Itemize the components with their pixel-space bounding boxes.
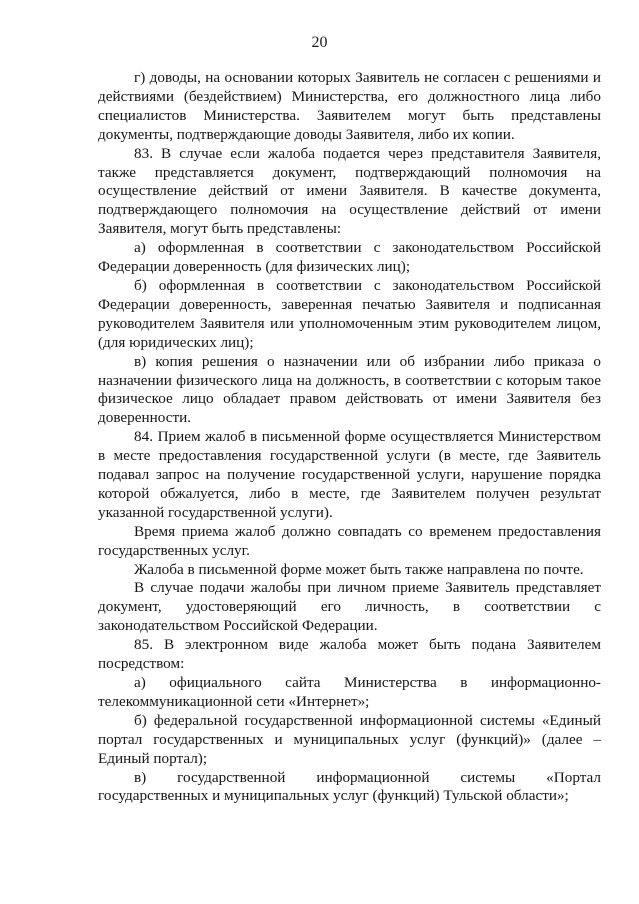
paragraph-85-item-v: в) государственной информационной системы «Портал государственных и муниципальных услуг (функций) Тульской области»;	[98, 768, 601, 805]
document-body	[98, 69, 601, 806]
paragraph-84: 84. Прием жалоб в письменной форме осуществляется Министерством в месте предоставления государственной услуги (в месте, где Заявитель подавал запрос на получение государственной услуги, нарушение порядка которой обжалуется, либо в месте, где Заявителем получен результат указанной государственной услуги).	[98, 428, 601, 521]
paragraph-84-mail: Жалоба в письменной форме может быть также направлена по почте.	[134, 560, 584, 578]
page-number: 20	[311, 34, 328, 51]
paragraph-84-time: Время приема жалоб должно совпадать со временем предоставления государственных услуг.	[98, 522, 601, 559]
paragraph-84-personal: В случае подачи жалобы при личном приеме Заявитель представляет документ, удостоверяющий его личность, в соответствии с законодательством Российской Федерации.	[98, 579, 601, 635]
paragraph-83: 83. В случае если жалоба подается через представителя Заявителя, также представляется документ, подтверждающий полномочия на осуществление действий от имени Заявителя. В качестве документа, подтверждающего полномочия на осуществление действий от имени Заявителя, могут быть представлены:	[98, 144, 601, 238]
paragraph-85-item-a: а) официального сайта Министерства в информационно-телекоммуникационной сети «Интернет»;	[98, 674, 601, 710]
paragraph-85: 85. В электронном виде жалоба может быть подана Заявителем посредством:	[98, 636, 601, 673]
paragraph-83-item-a: а) оформленная в соответствии с законодательством Российской Федерации доверенность (для физических лиц);	[98, 239, 601, 276]
paragraph-83-item-v: в) копия решения о назначении или об избрании либо приказа о назначении физического лица на должность, в соответствии с которым такое физическое лицо обладает правом действовать от имени Заявителя без доверенности.	[98, 352, 601, 427]
paragraph-83-item-b: б) оформленная в соответствии с законодательством Российской Федерации доверенность, заверенная печатью Заявителя и подписанная руководителем Заявителя или уполномоченным этим руководителем лицом, (для юридических лиц);	[98, 276, 601, 351]
paragraph-85-item-b: б) федеральной государственной информационной системы «Единый портал государственных и муниципальных услуг (функций)» (далее – Единый портал);	[98, 711, 601, 767]
paragraph-item-g: г) доводы, на основании которых Заявитель не согласен с решениями и действиями (бездействием) Министерства, его должностного лица либо специалистов Министерства. Заявителем могут быть представлены документы, подтверждающие доводы Заявителя, либо их копии.	[98, 69, 601, 143]
